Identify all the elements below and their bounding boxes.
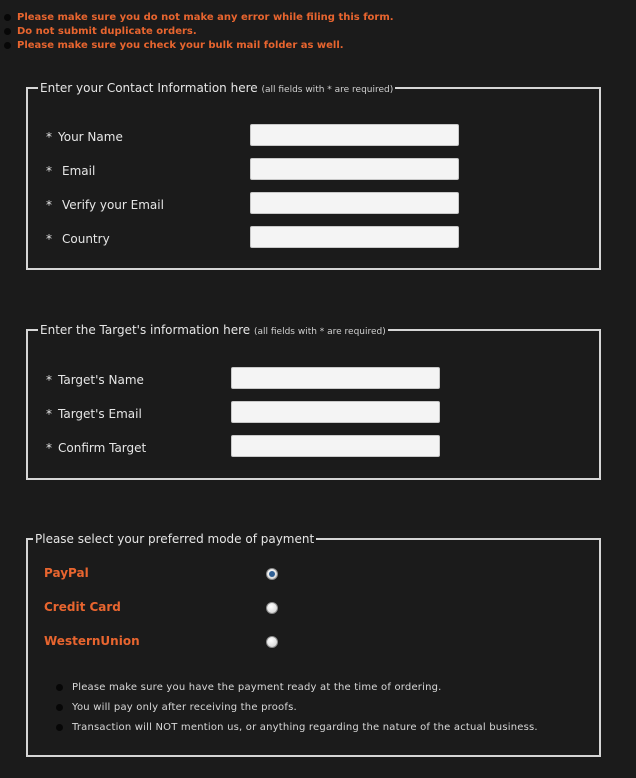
western-union-radio[interactable]	[266, 636, 278, 648]
payment-note: You will pay only after receiving the proofs.	[56, 701, 297, 715]
target-name-label: * Target's Name	[46, 373, 144, 387]
credit-card-label[interactable]: Credit Card	[44, 600, 121, 614]
country-input[interactable]	[250, 226, 459, 248]
payment-legend	[33, 531, 316, 547]
western-union-label[interactable]: WesternUnion	[44, 634, 140, 648]
bullet-icon	[4, 28, 11, 35]
target-email-input[interactable]	[231, 401, 440, 423]
paypal-label[interactable]: PayPal	[44, 566, 89, 580]
legend-title: Enter your Contact Information here	[40, 81, 258, 95]
country-label: * Country	[46, 232, 110, 246]
legend-title: Enter the Target's information here	[40, 323, 251, 337]
paypal-radio[interactable]	[266, 568, 278, 580]
bullet-icon	[56, 684, 63, 691]
notice-text: Please make sure you do not make any error while filing this form.	[17, 12, 394, 23]
bullet-icon	[56, 724, 63, 731]
confirm-target-label: * Confirm Target	[46, 441, 147, 455]
legend-note: (all fields with * are required)	[253, 327, 386, 337]
payment-note: Please make sure you have the payment ready at the time of ordering.	[56, 681, 442, 695]
your-name-label: * Your Name	[46, 130, 123, 144]
email-input[interactable]	[250, 158, 459, 180]
email-label: * Email	[46, 164, 96, 178]
your-name-input[interactable]	[250, 124, 459, 146]
target-email-label: * Target's Email	[46, 407, 142, 421]
payment-note: Transaction will NOT mention us, or anything regarding the nature of the actual business.	[56, 721, 538, 735]
verify-email-input[interactable]	[250, 192, 459, 214]
credit-card-radio[interactable]	[266, 602, 278, 614]
notice-text: Do not submit duplicate orders.	[17, 26, 197, 37]
notice-list	[4, 11, 394, 53]
notice-item	[4, 39, 394, 53]
legend-note: (all fields with * are required)	[261, 85, 394, 95]
contact-info-fieldset	[26, 81, 601, 270]
notice-item	[4, 25, 394, 39]
bullet-icon	[56, 704, 63, 711]
verify-email-label: * Verify your Email	[46, 198, 164, 212]
contact-info-legend	[38, 80, 395, 98]
bullet-icon	[4, 14, 11, 21]
notice-text: Please make sure you check your bulk mail folder as well.	[17, 40, 344, 51]
notice-item	[4, 11, 394, 25]
confirm-target-input[interactable]	[231, 435, 440, 457]
legend-title: Please select your preferred mode of payment	[35, 532, 315, 546]
payment-fieldset	[26, 532, 601, 757]
target-info-legend	[38, 322, 388, 340]
bullet-icon	[4, 42, 11, 49]
target-name-input[interactable]	[231, 367, 440, 389]
target-info-fieldset	[26, 323, 601, 480]
